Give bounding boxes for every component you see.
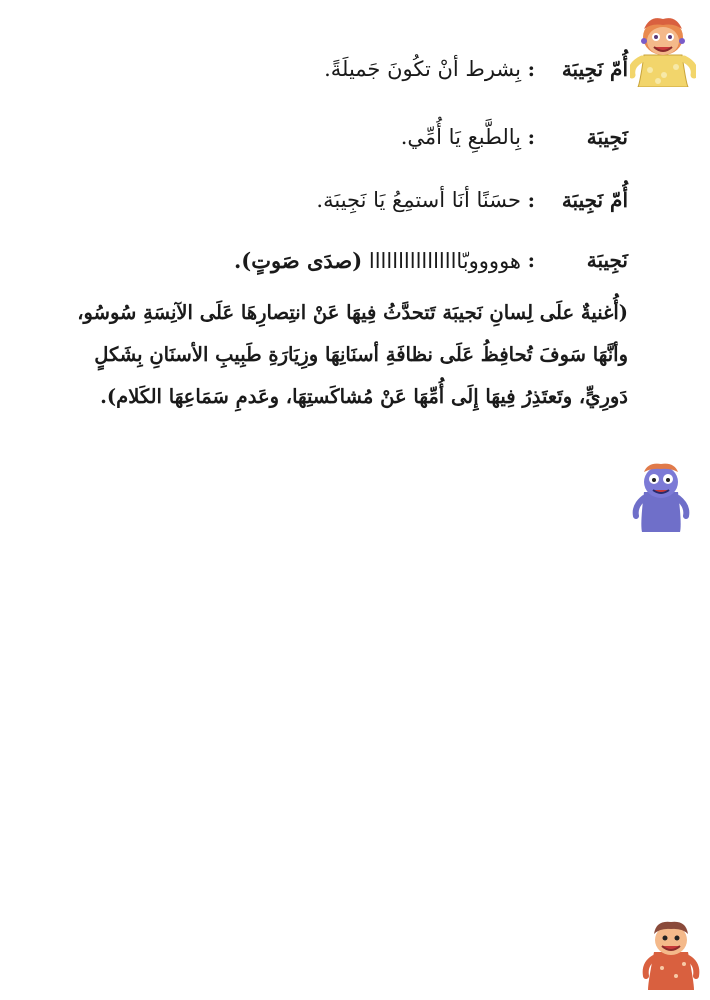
speaker-name: أُمّ نَجِيبَة: [561, 188, 628, 212]
speaker-name: أُمّ نَجِيبَة: [561, 57, 628, 81]
purple-monster-puppet-icon: [632, 462, 690, 532]
colon-separator: :: [527, 57, 535, 81]
dialogue-line-4: [68, 240, 628, 280]
paragraph-line: وأنَّهَا سَوفَ تُحافِظُ عَلَى نظافَةِ أسنَانِهَا وزِيَارَةِ طَبِيبِ الأسنَانِ بِشَكلٍ: [94, 343, 628, 366]
dialogue-line-3: [68, 180, 628, 220]
speech-text: بِالطَّبعِ يَا أُمِّي.: [400, 125, 521, 149]
colon-separator: :: [527, 248, 535, 272]
speaker-name: نَجِيبَة: [586, 248, 628, 272]
speech-text: حسَنًا أنَا أستمِعُ يَا نَجِيبَة.: [316, 188, 521, 212]
echo-sound-text: هووووبّاااااااااااااااا: [368, 248, 521, 273]
speech-text: بِشرط أنْ تكُونَ جَميلَةً.: [324, 57, 521, 81]
red-puppet-icon: [642, 920, 700, 990]
dialogue-line-2: [68, 117, 628, 157]
echo-note: (صدَى صَوتٍ).: [233, 247, 363, 273]
colon-separator: :: [527, 188, 535, 212]
paragraph-line: (أُغنيةٌ علَى لِسانِ نَجيبَة تَتحدَّثُ فِيهَا عَنْ انتِصارِهَا عَلَى الآنِسَةِ سُوسُو،: [77, 301, 628, 324]
colon-separator: :: [527, 125, 535, 149]
stage-direction-paragraph: [68, 292, 628, 418]
paragraph-line: دَورِيٍّ، وتَعتَذِرُ فِيهَا إِلَى أُمِّهَا عَنْ مُشاكَستِهَا، وعَدمِ سَمَاعِهَا الكَلام).: [100, 385, 628, 408]
dialogue-line-1: [68, 49, 628, 89]
speaker-name: نَجِيبَة: [586, 125, 628, 149]
speech-text: [234, 248, 521, 273]
mother-puppet-icon: [630, 15, 696, 87]
